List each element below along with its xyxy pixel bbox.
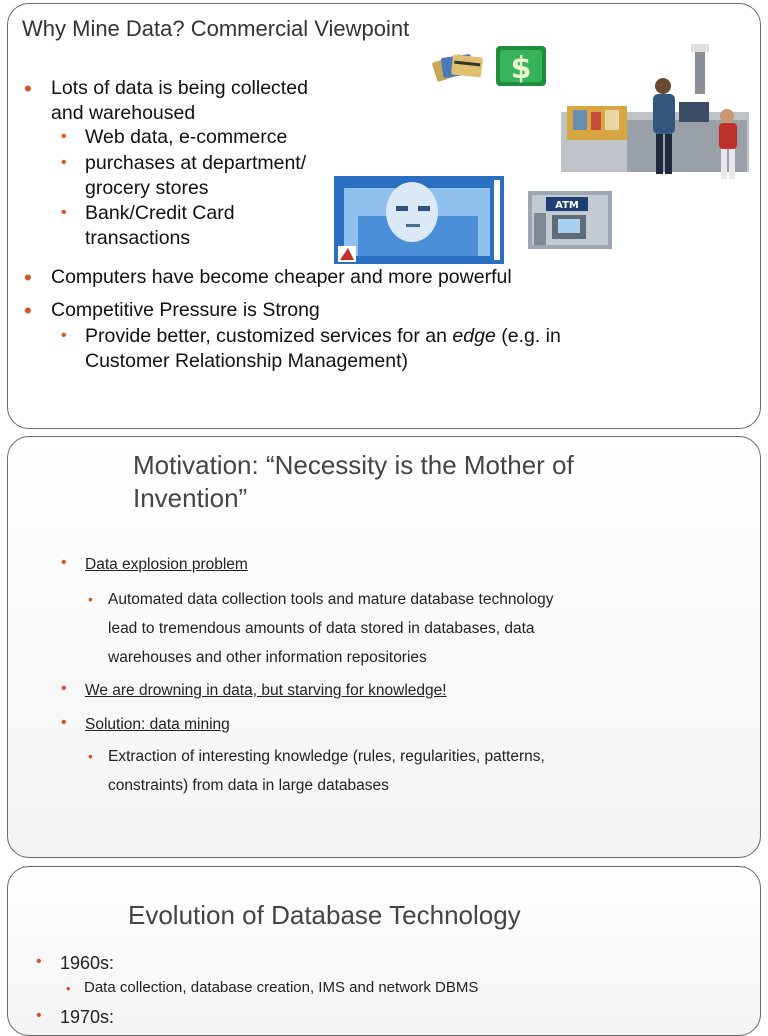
sub-bullet-text: Automated data collection tools and mature database technology lead to tremendous amounts of data stored in databases, data warehouses and other information repositories (108, 591, 554, 666)
sub-bullet-icon: • (66, 981, 71, 996)
sub-bullet-text: Provide better, customized services for an edge (e.g. in Customer Relationship Management) (85, 325, 561, 372)
bullet-text: Competitive Pressure is Strong (51, 299, 320, 321)
sub-bullet-icon: • (88, 748, 93, 764)
bullet-text: 1970s: (60, 1007, 115, 1027)
dollar-sign-image (492, 44, 550, 88)
sub-bullet-icon: • (61, 327, 67, 344)
sub-bullet-text: Bank/Credit Card transactions (85, 202, 235, 249)
grocery-checkout-image (561, 40, 749, 190)
sub-bullet-icon: • (61, 128, 67, 145)
svg-text:$: $ (510, 51, 532, 86)
sub-bullet-text: Extraction of interesting knowledge (rules, regularities, patterns, constraints) from data in large databases (108, 748, 545, 794)
bullet-text: We are drowning in data, but starving for knowledge! (85, 682, 447, 699)
bullet-icon: • (61, 554, 67, 571)
slide-motivation (7, 436, 761, 858)
sub-bullet-text: purchases at department/ grocery stores (85, 152, 307, 199)
sub-bullet-icon: • (61, 154, 67, 171)
slide-title: Evolution of Database Technology (128, 900, 521, 930)
sub-bullet-icon: • (61, 204, 67, 221)
slide-title: Why Mine Data? Commercial Viewpoint (22, 16, 410, 41)
bullet-icon: • (61, 680, 67, 697)
credit-cards-image (432, 48, 488, 84)
digital-face-image (334, 176, 504, 264)
sub-bullet-icon: • (88, 591, 93, 607)
bullet-text: Computers have become cheaper and more powerful (51, 266, 512, 288)
bullet-icon: • (36, 953, 42, 970)
bullet-icon: • (24, 298, 32, 323)
bullet-text: 1960s: (60, 953, 115, 973)
bullet-icon: • (61, 714, 67, 731)
sub-bullet-text: Data collection, database creation, IMS and network DBMS (84, 979, 479, 996)
sub-bullet-text: Web data, e-commerce (85, 126, 288, 148)
atm-image (528, 191, 612, 249)
slide-evolution (7, 866, 761, 1036)
bullet-icon: • (24, 265, 32, 290)
slide-commercial-viewpoint (7, 3, 761, 429)
bullet-text: Solution: data mining (85, 716, 230, 733)
bullet-text: Data explosion problem (85, 556, 248, 573)
bullet-icon: • (24, 76, 32, 101)
bullet-icon: • (36, 1007, 42, 1024)
bullet-text: Lots of data is being collected and warehoused (51, 77, 308, 124)
svg-text:ATM: ATM (555, 200, 579, 211)
slide-title: Motivation: “Necessity is the Mother of Invention” (133, 450, 574, 513)
